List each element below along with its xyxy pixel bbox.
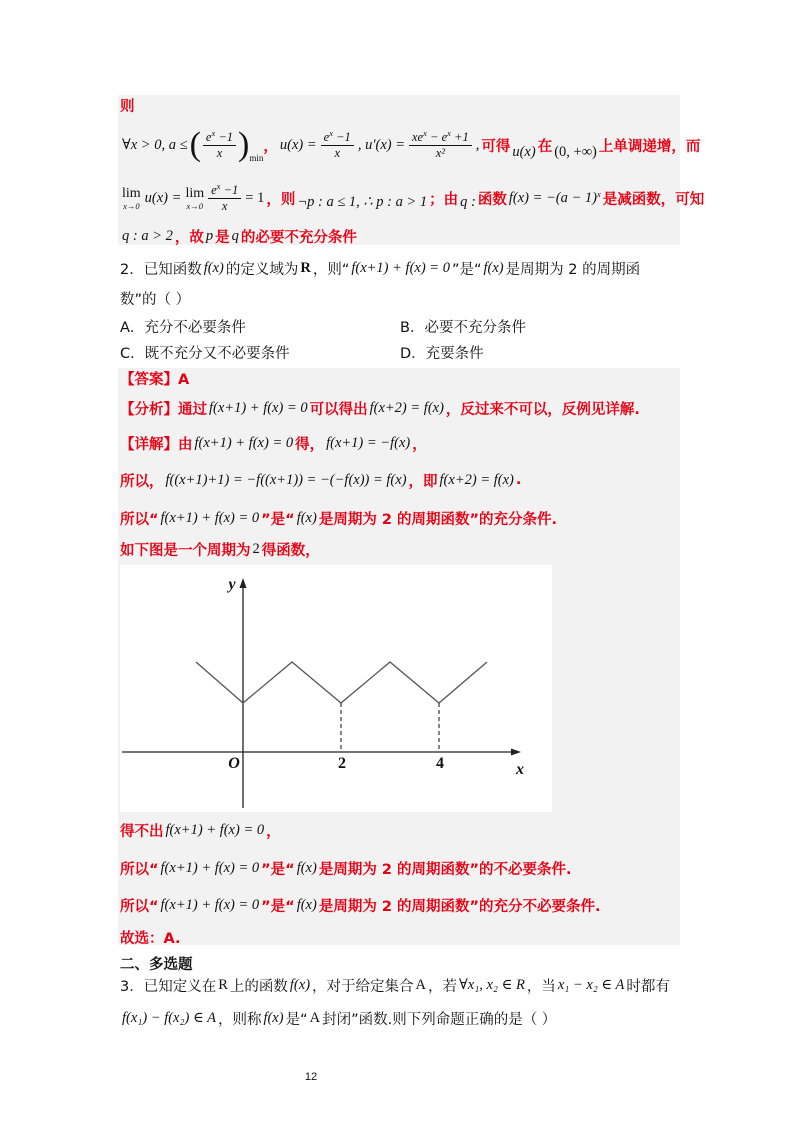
question-text: ，则“ xyxy=(312,261,350,278)
conclusion-line xyxy=(120,895,601,915)
formula-condition: f(x+1) + f(x) = 0 xyxy=(351,259,450,276)
solution-text: 则 xyxy=(120,98,135,115)
formula-u-of-x: u(x) xyxy=(512,143,536,160)
solution-text: 【分析】通过 xyxy=(120,401,207,418)
formula-exponent: x xyxy=(596,188,601,199)
question3-stem-line-1 xyxy=(120,975,670,995)
formula: f(x+1) + f(x) = 0 xyxy=(165,821,265,838)
solution-text: ，即 xyxy=(408,473,438,490)
formula-q: q xyxy=(231,227,239,244)
solution-text: 可以得出 xyxy=(309,401,368,418)
solution-text: . xyxy=(515,472,522,488)
lim-subscript: x→0 xyxy=(123,200,140,211)
min-subscript: min xyxy=(249,153,264,163)
tick-label-2: 2 xyxy=(338,755,346,772)
solution-text: ”是“ xyxy=(261,511,295,528)
formula-real-set: R xyxy=(218,976,228,993)
numerator-part: − e xyxy=(426,129,448,144)
fraction-denominator: x xyxy=(221,198,228,213)
formula-f-of-x: f(x) xyxy=(289,976,311,993)
option-label: C．既不充分又不必要条件 xyxy=(120,345,290,362)
question-text: 封闭”函数.则下列命题正确的是（ ） xyxy=(322,1011,557,1028)
question2-stem-line-1 xyxy=(120,258,640,278)
numerator-exponent: x xyxy=(423,127,427,138)
formula-equals-one: = 1 xyxy=(245,189,265,206)
solution-text: 【详解】由 xyxy=(120,436,193,453)
solution-text: 是周期为 2 的周期函数”的充分条件. xyxy=(318,511,558,528)
fraction-numerator xyxy=(208,180,241,199)
fraction-numerator xyxy=(409,127,472,146)
formula-q-condition: q : a > 2 xyxy=(122,227,173,244)
numerator-tail: −1 xyxy=(215,129,234,144)
formula: f(x+2) = f(x) xyxy=(439,471,514,488)
question-text: 是周期为 2 的周期函 xyxy=(505,261,641,278)
question-text: 数”的（ ） xyxy=(120,291,191,308)
solution-text: ，反过来不可以，反例见详解. xyxy=(445,401,640,418)
numerator-exponent: x xyxy=(211,127,216,138)
tick-label-4: 4 xyxy=(436,755,444,772)
solution-text: ；由 xyxy=(429,191,459,208)
analysis-line xyxy=(120,398,640,418)
formula-u-definition: u(x) = xyxy=(279,136,317,153)
formula-p: p xyxy=(205,227,214,244)
solution-text: 的必要不充分条件 xyxy=(240,229,357,246)
formula: ∀x₁, x₂ ∈ R xyxy=(459,976,525,993)
formula-f-definition xyxy=(507,190,603,207)
fraction-denominator: x xyxy=(216,145,223,160)
solution-text: ，则 xyxy=(266,191,296,208)
figure-intro-line xyxy=(120,539,320,559)
option-label: B．必要不充分条件 xyxy=(400,319,526,336)
question-text: 时都有 xyxy=(626,978,670,995)
y-axis-label: y xyxy=(228,576,236,593)
solution-text: 得不出 xyxy=(120,823,164,840)
question2-stem-line-2 xyxy=(120,288,190,308)
formula: f((x+1)+1) = −f((x+1)) = −(−f(x)) = f(x) xyxy=(165,471,407,488)
formula: f(x+1) = −f(x) xyxy=(326,434,411,451)
numerator-part: +1 xyxy=(450,129,469,144)
formula: f(x) xyxy=(296,896,317,913)
solution-text: 是周期为 2 的周期函数”的不必要条件. xyxy=(318,861,572,878)
formula: f(x+2) = f(x) xyxy=(369,399,444,416)
origin-label: O xyxy=(228,755,240,772)
fraction-numerator xyxy=(203,127,236,146)
solution-text: 是周期为 2 的周期函数”的充分不必要条件. xyxy=(318,898,601,915)
solution-line-3 xyxy=(120,176,704,220)
zigzag-function-curve xyxy=(196,662,487,703)
option-b[interactable] xyxy=(400,316,526,336)
formula-real-set: R xyxy=(300,259,311,276)
formula-not-p: ¬p : a ≤ 1, ∴ p : a > 1 xyxy=(297,193,428,210)
answer-text: 【答案】A xyxy=(120,371,190,388)
limit-operator xyxy=(122,186,141,211)
formula: f(x+1) + f(x) = 0 xyxy=(209,399,308,416)
y-axis-arrow xyxy=(240,578,247,588)
therefore-line xyxy=(120,470,521,490)
solution-text: 如下图是一个周期为 xyxy=(120,542,251,559)
formula: f(x+1) + f(x) = 0 xyxy=(194,434,294,451)
solution-text: ， xyxy=(263,138,278,155)
solution-text: 得函数， xyxy=(261,542,320,559)
fraction-denominator: x² xyxy=(435,145,445,160)
solution-text: 所以“ xyxy=(120,898,159,915)
sufficient-line xyxy=(120,508,557,528)
numerator-tail: −1 xyxy=(333,129,351,144)
formula: f(x) xyxy=(296,859,317,876)
formula-interval: (0, +∞) xyxy=(554,143,597,160)
formula-f-of-x: f(x) xyxy=(483,259,504,276)
solution-text: 得， xyxy=(295,436,325,453)
big-paren-close: ) xyxy=(238,126,250,163)
section-title-text: 二、多选题 xyxy=(120,956,193,973)
periodic-function-figure xyxy=(120,565,552,812)
formula-comma: , xyxy=(475,136,480,153)
formula: f(x+1) + f(x) = 0 xyxy=(160,509,260,526)
solution-text: ”是“ xyxy=(261,898,295,915)
solution-text: 是 xyxy=(215,229,230,246)
option-c[interactable] xyxy=(120,342,290,362)
fraction-ex-minus-1-over-x xyxy=(203,127,236,161)
solution-text: 所以， xyxy=(120,473,164,490)
formula-f-of-x: f(x) xyxy=(263,1009,284,1026)
solution-text: 上单调递增，而 xyxy=(598,138,701,155)
numerator-base: e xyxy=(323,129,330,144)
x-axis-label: x xyxy=(516,761,524,778)
numerator-exponent: x xyxy=(329,127,333,138)
question-text: ，当 xyxy=(526,978,556,995)
formula: 2 xyxy=(252,540,260,557)
option-label: A．充分不必要条件 xyxy=(120,319,246,336)
formula: x₁ − x₂ ∈ A xyxy=(557,976,625,993)
solution-line-1 xyxy=(120,95,135,115)
solution-text: ， xyxy=(412,436,427,453)
previous-solution-box xyxy=(118,95,680,245)
choice-text: 故选：A. xyxy=(120,930,181,947)
lim-text: lim xyxy=(185,185,205,201)
choice-line xyxy=(120,927,181,947)
fraction-numerator xyxy=(321,127,354,146)
numerator-base: e xyxy=(211,182,217,197)
formula-condition: ∀x > 0, a ≤ xyxy=(122,136,188,153)
solution-text: 在 xyxy=(537,138,553,155)
solution-text: 可得 xyxy=(481,138,511,155)
limit-operator xyxy=(185,186,204,211)
formula: f(x₁) − f(x₂) ∈ A xyxy=(122,1009,216,1026)
function-graph-svg xyxy=(120,565,552,812)
detail-line xyxy=(120,433,427,453)
option-label: D．充要条件 xyxy=(400,345,484,362)
formula-set-a: A xyxy=(415,976,427,993)
solution-line-4 xyxy=(120,226,357,246)
fraction-ex-minus-1-over-x xyxy=(208,180,241,214)
question-text: 3．已知定义在 xyxy=(120,978,217,995)
solution-text: ”是“ xyxy=(261,861,295,878)
numerator-exponent: x xyxy=(216,180,221,191)
formula: f(x+1) + f(x) = 0 xyxy=(160,896,260,913)
lim-subscript: x→0 xyxy=(186,200,204,211)
x-axis-arrow xyxy=(511,749,521,756)
fraction-derivative xyxy=(409,127,472,161)
solution-text: 是减函数，可知 xyxy=(602,191,705,208)
question-text: 的定义域为 xyxy=(225,261,299,278)
question3-stem-line-2 xyxy=(120,1008,556,1028)
solution-line-2 xyxy=(120,122,700,168)
numerator-exponent: x xyxy=(447,127,451,138)
solution-text: ，故 xyxy=(174,229,204,246)
fraction-denominator: x xyxy=(334,145,341,160)
formula-u-prime: , u′(x) = xyxy=(357,136,405,153)
question-text: ”是“ xyxy=(451,261,482,278)
fraction-ex-minus-1-over-x xyxy=(321,127,354,161)
option-a[interactable] xyxy=(120,316,246,336)
option-d[interactable] xyxy=(400,342,484,362)
formula-set-a: A xyxy=(309,1009,321,1026)
numerator-base: e xyxy=(205,129,212,144)
numerator-part: xe xyxy=(412,129,424,144)
question-text: ，对于给定集合 xyxy=(312,978,414,995)
formula-f-of-x: f(x) xyxy=(203,259,224,276)
cannot-derive-line xyxy=(120,820,281,840)
formula-q: q : xyxy=(460,193,476,210)
not-necessary-line xyxy=(120,858,572,878)
solution-text: 所以“ xyxy=(120,511,159,528)
question-text: 是“ xyxy=(285,1011,308,1028)
solution-text: 所以“ xyxy=(120,861,159,878)
formula-u-equals: u(x) = xyxy=(144,189,182,206)
answer-line xyxy=(120,368,189,388)
solution-text: 函数 xyxy=(477,191,507,208)
big-paren-open: ( xyxy=(189,126,201,163)
section-title xyxy=(120,953,193,973)
numerator-tail: −1 xyxy=(220,182,239,197)
solution-text: ， xyxy=(266,823,281,840)
question-text: ，若 xyxy=(428,978,458,995)
page-number: 12 xyxy=(304,1071,318,1083)
lim-text: lim xyxy=(122,185,141,201)
question-text: 2．已知函数 xyxy=(120,261,202,278)
formula: f(x) xyxy=(296,509,317,526)
question-text: ，则称 xyxy=(217,1011,262,1028)
question-text: 上的函数 xyxy=(229,978,288,995)
formula-base: f(x) = −(a − 1) xyxy=(508,189,597,206)
formula: f(x+1) + f(x) = 0 xyxy=(160,859,260,876)
